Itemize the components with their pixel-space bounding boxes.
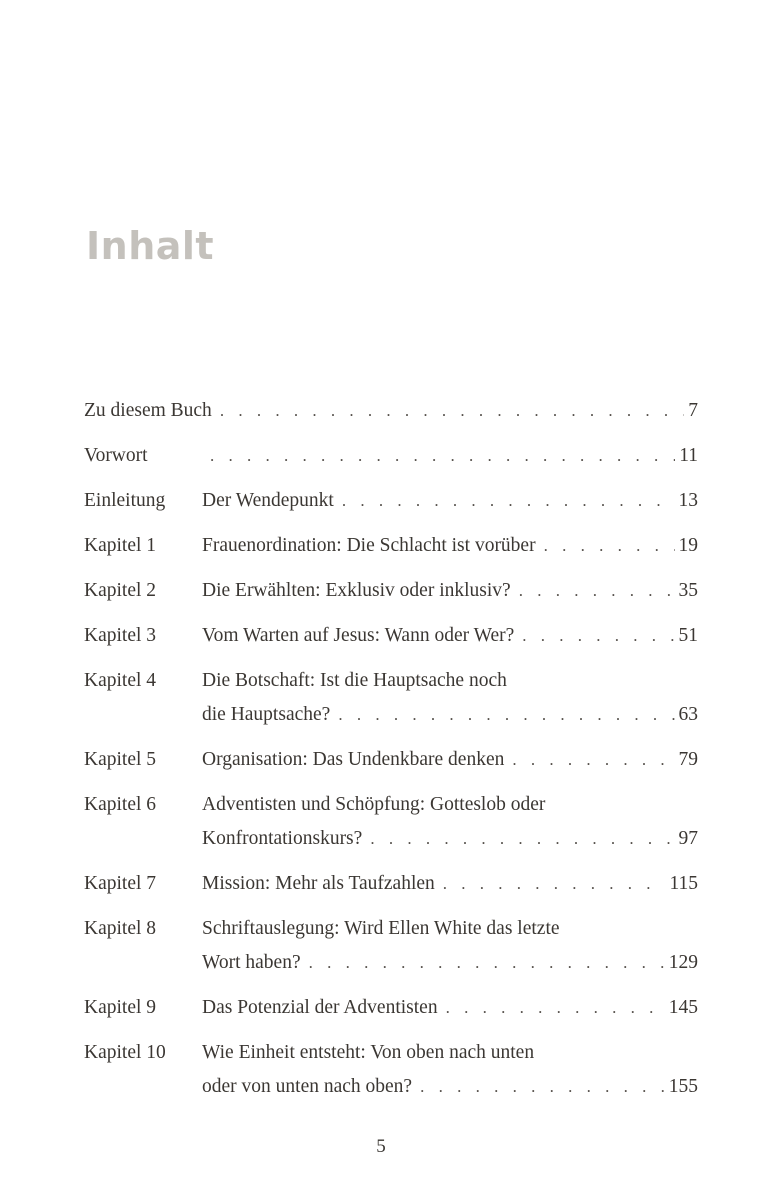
toc-entry-title: Wie Einheit entsteht: Von oben nach unten [202, 1042, 535, 1063]
toc-entry-title: Vom Warten auf Jesus: Wann oder Wer? [202, 625, 515, 646]
toc-line [202, 484, 698, 518]
toc-entry-title: Frauenordination: Die Schlacht ist vorüber [202, 535, 536, 556]
leader-dots [446, 991, 665, 1025]
toc-line [202, 912, 698, 946]
toc-page-number: 7 [688, 400, 698, 421]
toc-entry-title: Das Potenzial der Adventisten [202, 997, 438, 1018]
toc-page-number: 129 [668, 952, 698, 973]
toc-entry-label: Kapitel 5 [84, 749, 157, 770]
toc-entry [84, 439, 698, 473]
toc-page-number: 35 [678, 580, 698, 601]
toc-line [202, 822, 698, 856]
leader-dots [512, 743, 674, 777]
leader-dots [338, 698, 674, 732]
toc-entry [84, 867, 698, 901]
page-title: Inhalt [86, 224, 215, 268]
leader-dots [522, 619, 674, 653]
toc-entry-label: Kapitel 8 [84, 918, 157, 939]
toc-page-number: 63 [678, 704, 698, 725]
toc-entry [84, 619, 698, 653]
toc-page-number: 13 [678, 490, 698, 511]
toc-entry-title: Konfrontationskurs? [202, 828, 363, 849]
toc-line [202, 529, 698, 563]
toc-entry-label: Kapitel 7 [84, 873, 157, 894]
toc-entry-title: Die Botschaft: Ist die Hauptsache noch [202, 670, 507, 691]
toc-page-number: 97 [678, 828, 698, 849]
toc-entry [84, 484, 698, 518]
toc-entry-title: Schriftauslegung: Wird Ellen White das letzte [202, 918, 560, 939]
toc-page-number: 155 [668, 1076, 698, 1097]
toc-line [202, 439, 698, 473]
toc-entry [84, 1036, 698, 1104]
toc-entry-title: Organisation: Das Undenkbare denken [202, 749, 505, 770]
toc-entry-label: Kapitel 10 [84, 1042, 166, 1063]
toc-entry [84, 574, 698, 608]
table-of-contents [84, 394, 698, 1115]
leader-dots [220, 394, 684, 428]
toc-page-number: 115 [669, 873, 698, 894]
toc-entry [84, 991, 698, 1025]
toc-page-number: 145 [668, 997, 698, 1018]
toc-entry-title: Der Wendepunkt [202, 490, 334, 511]
toc-entry [84, 912, 698, 980]
toc-entry-label: Kapitel 1 [84, 535, 157, 556]
leader-dots [370, 822, 674, 856]
toc-entry-label: Kapitel 2 [84, 580, 157, 601]
toc-entry-label: Zu diesem Buch [84, 400, 212, 421]
toc-line [202, 867, 698, 901]
toc-page-number: 79 [678, 749, 698, 770]
page-number: 5 [376, 1136, 386, 1157]
leader-dots [309, 946, 665, 980]
toc-line [202, 574, 698, 608]
toc-page-number: 51 [678, 625, 698, 646]
toc-line [202, 1070, 698, 1104]
toc-entry-label: Kapitel 6 [84, 794, 157, 815]
toc-line [202, 743, 698, 777]
toc-entry-title: Mission: Mehr als Taufzahlen [202, 873, 435, 894]
toc-entry-title: die Hauptsache? [202, 704, 331, 725]
toc-page-number: 11 [679, 445, 698, 466]
toc-entry-label: Kapitel 9 [84, 997, 157, 1018]
leader-dots [443, 867, 666, 901]
toc-entry-label: Einleitung [84, 490, 166, 511]
toc-line [202, 698, 698, 732]
toc-entry-title: Wort haben? [202, 952, 301, 973]
toc-entry [84, 394, 698, 428]
toc-entry-label: Kapitel 4 [84, 670, 157, 691]
leader-dots [519, 574, 675, 608]
toc-entry [84, 664, 698, 732]
toc-entry-title: Die Erwählten: Exklusiv oder inklusiv? [202, 580, 511, 601]
toc-line [202, 991, 698, 1025]
toc-line [202, 788, 698, 822]
toc-line [202, 946, 698, 980]
toc-line [202, 619, 698, 653]
toc-entry [84, 788, 698, 856]
toc-page-number: 19 [678, 535, 698, 556]
leader-dots [210, 439, 675, 473]
toc-entry-title: oder von unten nach oben? [202, 1076, 413, 1097]
toc-entry-label: Vorwort [84, 445, 148, 466]
leader-dots [342, 484, 675, 518]
toc-entry [84, 743, 698, 777]
toc-line [202, 1036, 698, 1070]
toc-line [84, 394, 698, 428]
leader-dots [544, 529, 675, 563]
toc-entry-title: Adventisten und Schöpfung: Gotteslob oder [202, 794, 546, 815]
toc-line [202, 664, 698, 698]
toc-entry-label: Kapitel 3 [84, 625, 157, 646]
toc-entry [84, 529, 698, 563]
leader-dots [420, 1070, 665, 1104]
